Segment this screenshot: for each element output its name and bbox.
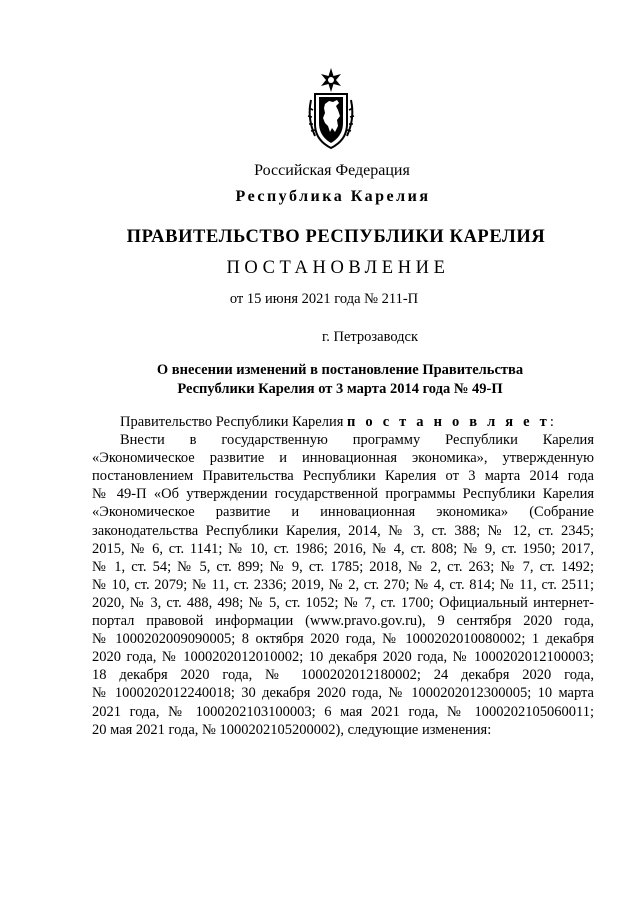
paragraph-line: 20 мая 2021 года, № 1000202105200002), следующие изменения: [92, 721, 492, 738]
paragraph-line: № 1000202009090005; 8 октября 2020 года, № 1000202010080002; 1 декабря [92, 631, 594, 648]
document-city: г. Петрозаводск [321, 329, 419, 345]
document-date-number: от 15 июня 2021 года № 211-П [229, 291, 419, 307]
paragraph-line: Внести в государственную программу Республики Карелия [120, 432, 594, 449]
paragraph-line: 2020 года, № 1000202012010002; 10 декабря 2020 года, № 1000202012100003; [92, 649, 594, 666]
paragraph-line: № 1, ст. 54; № 5, ст. 899; № 9, ст. 1785; 2018, № 2, ст. 263; № 7, ст. 1492; [92, 558, 594, 575]
paragraph-line: 18 декабря 2020 года, № 1000202012180002; 24 декабря 2020 года, [92, 667, 594, 684]
paragraph-line: № 49-П «Об утверждении государственной программы Республики Карелия [92, 486, 594, 503]
intro-suffix: : [549, 414, 554, 430]
paragraph-line: «Экономическое развитие и инновационная экономика», утвержденную [92, 450, 594, 467]
paragraph-line: 2021 года, № 1000202103100003; 6 мая 2021 года, № 1000202105060011; [92, 703, 594, 720]
paragraph-line: № 10, ст. 2079; № 11, ст. 2336; 2019, № 2, ст. 270; № 4, ст. 814; № 11, ст. 2511; [92, 576, 594, 593]
paragraph-line: портал правовой информации (www.pravo.gov.ru), 9 сентября 2020 года, [92, 613, 594, 630]
resolution-intro [92, 413, 594, 431]
document-title [120, 361, 560, 399]
intro-verb: п о с т а н о в л я е т [347, 414, 550, 430]
karelia-coat-of-arms-emblem [303, 66, 359, 152]
document-body [92, 413, 594, 739]
intro-prefix: Правительство Республики Карелия [120, 414, 348, 430]
paragraph-line: 2015, № 6, ст. 1141; № 10, ст. 1986; 2016, № 4, ст. 808; № 9, ст. 1950; 2017, [92, 540, 594, 557]
document-type: ПОСТАНОВЛЕНИЕ [226, 258, 450, 278]
republic-name: Республика Карелия [235, 188, 431, 205]
title-line: Республики Карелия от 3 марта 2014 года № 49-П [177, 381, 503, 397]
star-icon [321, 68, 341, 92]
paragraph-line: 2020, № 3, ст. 488, 498; № 5, ст. 1052; № 7, ст. 1700; Официальный интернет- [92, 594, 594, 611]
paragraph-line: постановлением Правительства Республики Карелия от 3 марта 2014 года [92, 468, 594, 485]
paragraph-line: «Экономическое развитие и инновационная экономика» (Собрание [92, 504, 594, 521]
country-name: Российская Федерация [254, 162, 410, 179]
government-heading: ПРАВИТЕЛЬСТВО РЕСПУБЛИКИ КАРЕЛИЯ [126, 227, 546, 247]
paragraph-line: № 1000202012240018; 30 декабря 2020 года, № 1000202012300005; 10 марта [92, 685, 594, 702]
resolution-paragraph [92, 431, 594, 739]
paragraph-line: законодательства Республики Карелия, 2014, № 3, ст. 388; № 12, ст. 2345; [92, 522, 594, 539]
title-line: О внесении изменений в постановление Правительства [156, 362, 524, 378]
